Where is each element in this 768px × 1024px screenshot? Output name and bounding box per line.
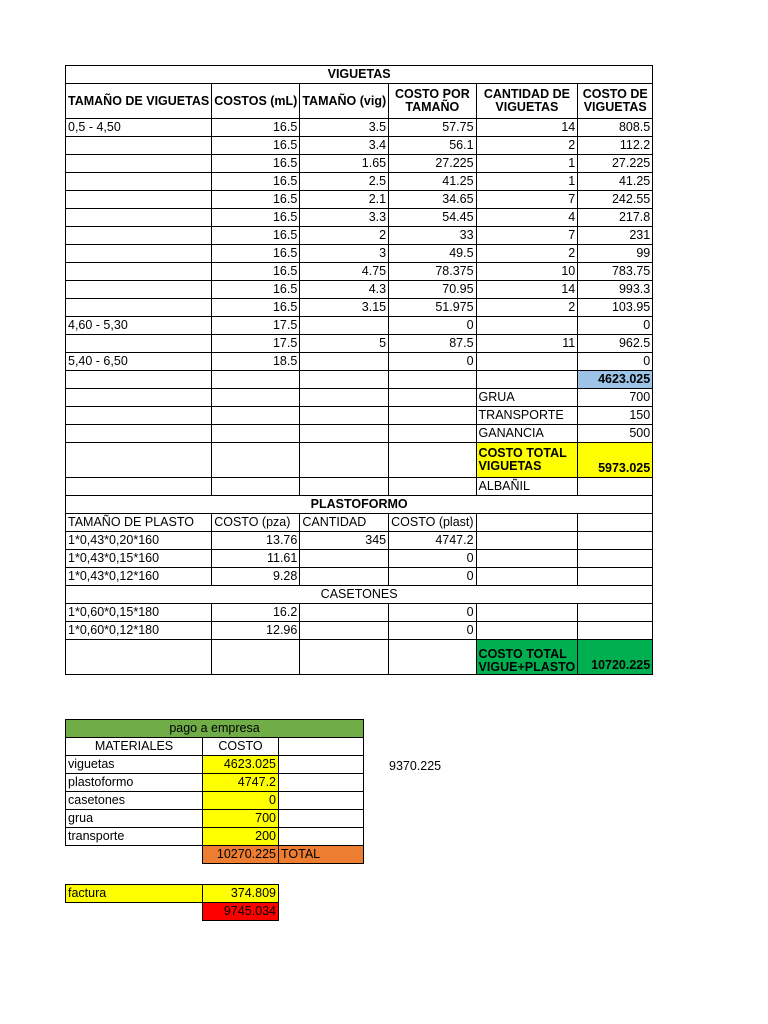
table-row [66,604,653,622]
costo-ml-cell: 16.5 [212,137,300,155]
list-item [66,828,364,846]
extra-row [66,389,653,407]
cantidad-cell: 7 [476,191,578,209]
header-cantidad: CANTIDAD [300,514,389,532]
extra-value: 150 [578,407,653,425]
material-cost: 200 [203,828,279,846]
tamano-cell: 3.15 [300,299,389,317]
size-cell: 1*0,43*0,12*160 [66,568,212,586]
range-cell: 4,60 - 5,30 [66,317,212,335]
table-row [66,209,653,227]
viguetas-rows [66,119,653,371]
material-label: viguetas [66,756,203,774]
costo-total-vigue-plasto-row [66,640,653,675]
subtotal-row [66,371,653,389]
costo-ml-cell: 16.5 [212,263,300,281]
factura-net-value: 9745.034 [203,903,279,921]
header-costo: COSTO [203,738,279,756]
costo-tamano-cell: 34.65 [389,191,476,209]
range-cell [66,245,212,263]
costo-viguetas-cell: 242.55 [578,191,653,209]
viguetas-subtotal: 4623.025 [578,371,653,389]
material-cost: 0 [203,792,279,810]
costo-viguetas-cell: 217.8 [578,209,653,227]
list-item [66,792,364,810]
header-cantidad-viguetas: CANTIDAD DE VIGUETAS [476,84,578,119]
costo-total-vigue-plasto-value: 10720.225 [578,640,653,675]
tamano-cell: 4.75 [300,263,389,281]
factura-label: factura [66,885,203,903]
factura-row [66,885,279,903]
material-label: transporte [66,828,203,846]
range-cell [66,191,212,209]
range-cell [66,137,212,155]
costo-pza-cell: 16.2 [212,604,300,622]
costo-viguetas-cell: 783.75 [578,263,653,281]
header-tamano-plasto: TAMAÑO DE PLASTO [66,514,212,532]
header-tamano-viguetas: TAMAÑO DE VIGUETAS [66,84,212,119]
costo-ml-cell: 16.5 [212,245,300,263]
tamano-cell: 3.5 [300,119,389,137]
costo-plast-cell: 0 [389,622,476,640]
material-label: casetones [66,792,203,810]
costo-ml-cell: 16.5 [212,155,300,173]
costo-viguetas-cell: 103.95 [578,299,653,317]
material-label: plastoformo [66,774,203,792]
costo-plast-cell: 4747.2 [389,532,476,550]
costo-ml-cell: 16.5 [212,281,300,299]
plastoformo-title: PLASTOFORMO [66,496,653,514]
table-row [66,550,653,568]
costo-tamano-cell: 49.5 [389,245,476,263]
range-cell [66,299,212,317]
table-row [66,155,653,173]
table-row [66,173,653,191]
costo-viguetas-cell: 112.2 [578,137,653,155]
costo-plast-cell: 0 [389,604,476,622]
table-row [66,532,653,550]
cantidad-cell: 345 [300,532,389,550]
table-row [66,353,653,371]
cantidad-cell: 2 [476,137,578,155]
header-costo-pza: COSTO (pza) [212,514,300,532]
costo-tamano-cell: 51.975 [389,299,476,317]
header-costo-por-tamano: COSTO POR TAMAÑO [389,84,476,119]
costo-tamano-cell: 33 [389,227,476,245]
costo-ml-cell: 16.5 [212,119,300,137]
costo-total-vigue-plasto-label: COSTO TOTAL VIGUE+PLASTO [476,640,578,675]
viguetas-header-row [66,84,653,119]
costo-tamano-cell: 27.225 [389,155,476,173]
list-item [66,810,364,828]
header-costos-ml: COSTOS (mL) [212,84,300,119]
table-row [66,119,653,137]
extra-label: GANANCIA [476,425,578,443]
cantidad-cell [300,604,389,622]
range-cell: 5,40 - 6,50 [66,353,212,371]
albanil-row [66,478,653,496]
size-cell: 1*0,43*0,20*160 [66,532,212,550]
costo-viguetas-cell: 27.225 [578,155,653,173]
range-cell [66,281,212,299]
range-cell [66,335,212,353]
plastoformo-rows [66,532,653,586]
list-item [66,756,364,774]
pago-header-row [66,738,364,756]
costo-tamano-cell: 57.75 [389,119,476,137]
costo-plast-cell: 0 [389,568,476,586]
pago-empresa-table [65,719,364,864]
size-cell: 1*0,60*0,15*180 [66,604,212,622]
header-costo-viguetas: COSTO DE VIGUETAS [578,84,653,119]
table-row [66,137,653,155]
header-tamano-vig: TAMAÑO (vig) [300,84,389,119]
extra-value: 500 [578,425,653,443]
cantidad-cell: 1 [476,155,578,173]
costo-tamano-cell: 87.5 [389,335,476,353]
costo-ml-cell: 16.5 [212,173,300,191]
size-cell: 1*0,43*0,15*160 [66,550,212,568]
tamano-cell [300,353,389,371]
material-label: grua [66,810,203,828]
range-cell [66,263,212,281]
costo-viguetas-cell: 99 [578,245,653,263]
costo-total-viguetas-label: COSTO TOTAL VIGUETAS [476,443,578,478]
header-costo-plast: COSTO (plast) [389,514,476,532]
costo-plast-cell: 0 [389,550,476,568]
cantidad-cell: 4 [476,209,578,227]
costo-pza-cell: 12.96 [212,622,300,640]
costo-tamano-cell: 41.25 [389,173,476,191]
table-row [66,335,653,353]
casetones-rows [66,604,653,640]
costo-pza-cell: 13.76 [212,532,300,550]
tamano-cell: 2.1 [300,191,389,209]
costo-viguetas-cell: 0 [578,317,653,335]
costo-viguetas-cell: 41.25 [578,173,653,191]
material-cost: 4747.2 [203,774,279,792]
pago-total-row [66,846,364,864]
tamano-cell: 1.65 [300,155,389,173]
costo-ml-cell: 16.5 [212,299,300,317]
extra-label: TRANSPORTE [476,407,578,425]
casetones-title: CASETONES [66,586,653,604]
cantidad-cell: 2 [476,245,578,263]
extra-value: 700 [578,389,653,407]
table-row [66,299,653,317]
viguetas-sheet [65,65,653,675]
tamano-cell: 2.5 [300,173,389,191]
tamano-cell: 3.4 [300,137,389,155]
costo-viguetas-cell: 962.5 [578,335,653,353]
cantidad-cell [476,353,578,371]
tamano-cell: 2 [300,227,389,245]
material-cost: 4623.025 [203,756,279,774]
costo-tamano-cell: 56.1 [389,137,476,155]
cantidad-cell [300,622,389,640]
table-row [66,227,653,245]
cantidad-cell: 14 [476,281,578,299]
costo-viguetas-cell: 993.3 [578,281,653,299]
tamano-cell: 3 [300,245,389,263]
cantidad-cell: 7 [476,227,578,245]
cantidad-cell: 14 [476,119,578,137]
cantidad-cell [300,568,389,586]
pago-title: pago a empresa [66,720,364,738]
cantidad-cell: 11 [476,335,578,353]
plastoformo-header-row [66,514,653,532]
material-cost: 700 [203,810,279,828]
costo-ml-cell: 16.5 [212,227,300,245]
costo-ml-cell: 16.5 [212,209,300,227]
costo-ml-cell: 17.5 [212,317,300,335]
pago-rows [66,756,364,846]
costo-total-viguetas-row [66,443,653,478]
extra-row [66,425,653,443]
albanil-label: ALBAÑIL [476,478,578,496]
factura-table [65,884,279,921]
factura-value: 374.809 [203,885,279,903]
cantidad-cell [300,550,389,568]
range-cell: 0,5 - 4,50 [66,119,212,137]
factura-net-row [66,903,279,921]
range-cell [66,209,212,227]
table-row [66,245,653,263]
costo-viguetas-cell: 808.5 [578,119,653,137]
viguetas-title: VIGUETAS [66,66,653,84]
costo-ml-cell: 16.5 [212,191,300,209]
tamano-cell [300,317,389,335]
header-materiales: MATERIALES [66,738,203,756]
cantidad-cell: 10 [476,263,578,281]
tamano-cell: 4.3 [300,281,389,299]
costo-pza-cell: 9.28 [212,568,300,586]
tamano-cell: 5 [300,335,389,353]
pago-total-label: TOTAL [279,846,364,864]
costo-tamano-cell: 0 [389,353,476,371]
cantidad-cell: 2 [476,299,578,317]
range-cell [66,173,212,191]
extra-label: GRUA [476,389,578,407]
costo-ml-cell: 17.5 [212,335,300,353]
cantidad-cell [476,317,578,335]
costo-tamano-cell: 0 [389,317,476,335]
extra-row [66,407,653,425]
costo-viguetas-cell: 0 [578,353,653,371]
table-row [66,191,653,209]
range-cell [66,155,212,173]
range-cell [66,227,212,245]
costo-tamano-cell: 70.95 [389,281,476,299]
costo-tamano-cell: 54.45 [389,209,476,227]
side-value: 9370.225 [389,759,442,773]
table-row [66,622,653,640]
cantidad-cell: 1 [476,173,578,191]
table-row [66,281,653,299]
costo-pza-cell: 11.61 [212,550,300,568]
table-row [66,263,653,281]
extras-rows [66,389,653,443]
costo-total-viguetas-value: 5973.025 [578,443,653,478]
pago-total-value: 10270.225 [203,846,279,864]
tamano-cell: 3.3 [300,209,389,227]
costo-viguetas-cell: 231 [578,227,653,245]
size-cell: 1*0,60*0,12*180 [66,622,212,640]
list-item [66,774,364,792]
costo-ml-cell: 18.5 [212,353,300,371]
table-row [66,568,653,586]
costo-tamano-cell: 78.375 [389,263,476,281]
table-row [66,317,653,335]
